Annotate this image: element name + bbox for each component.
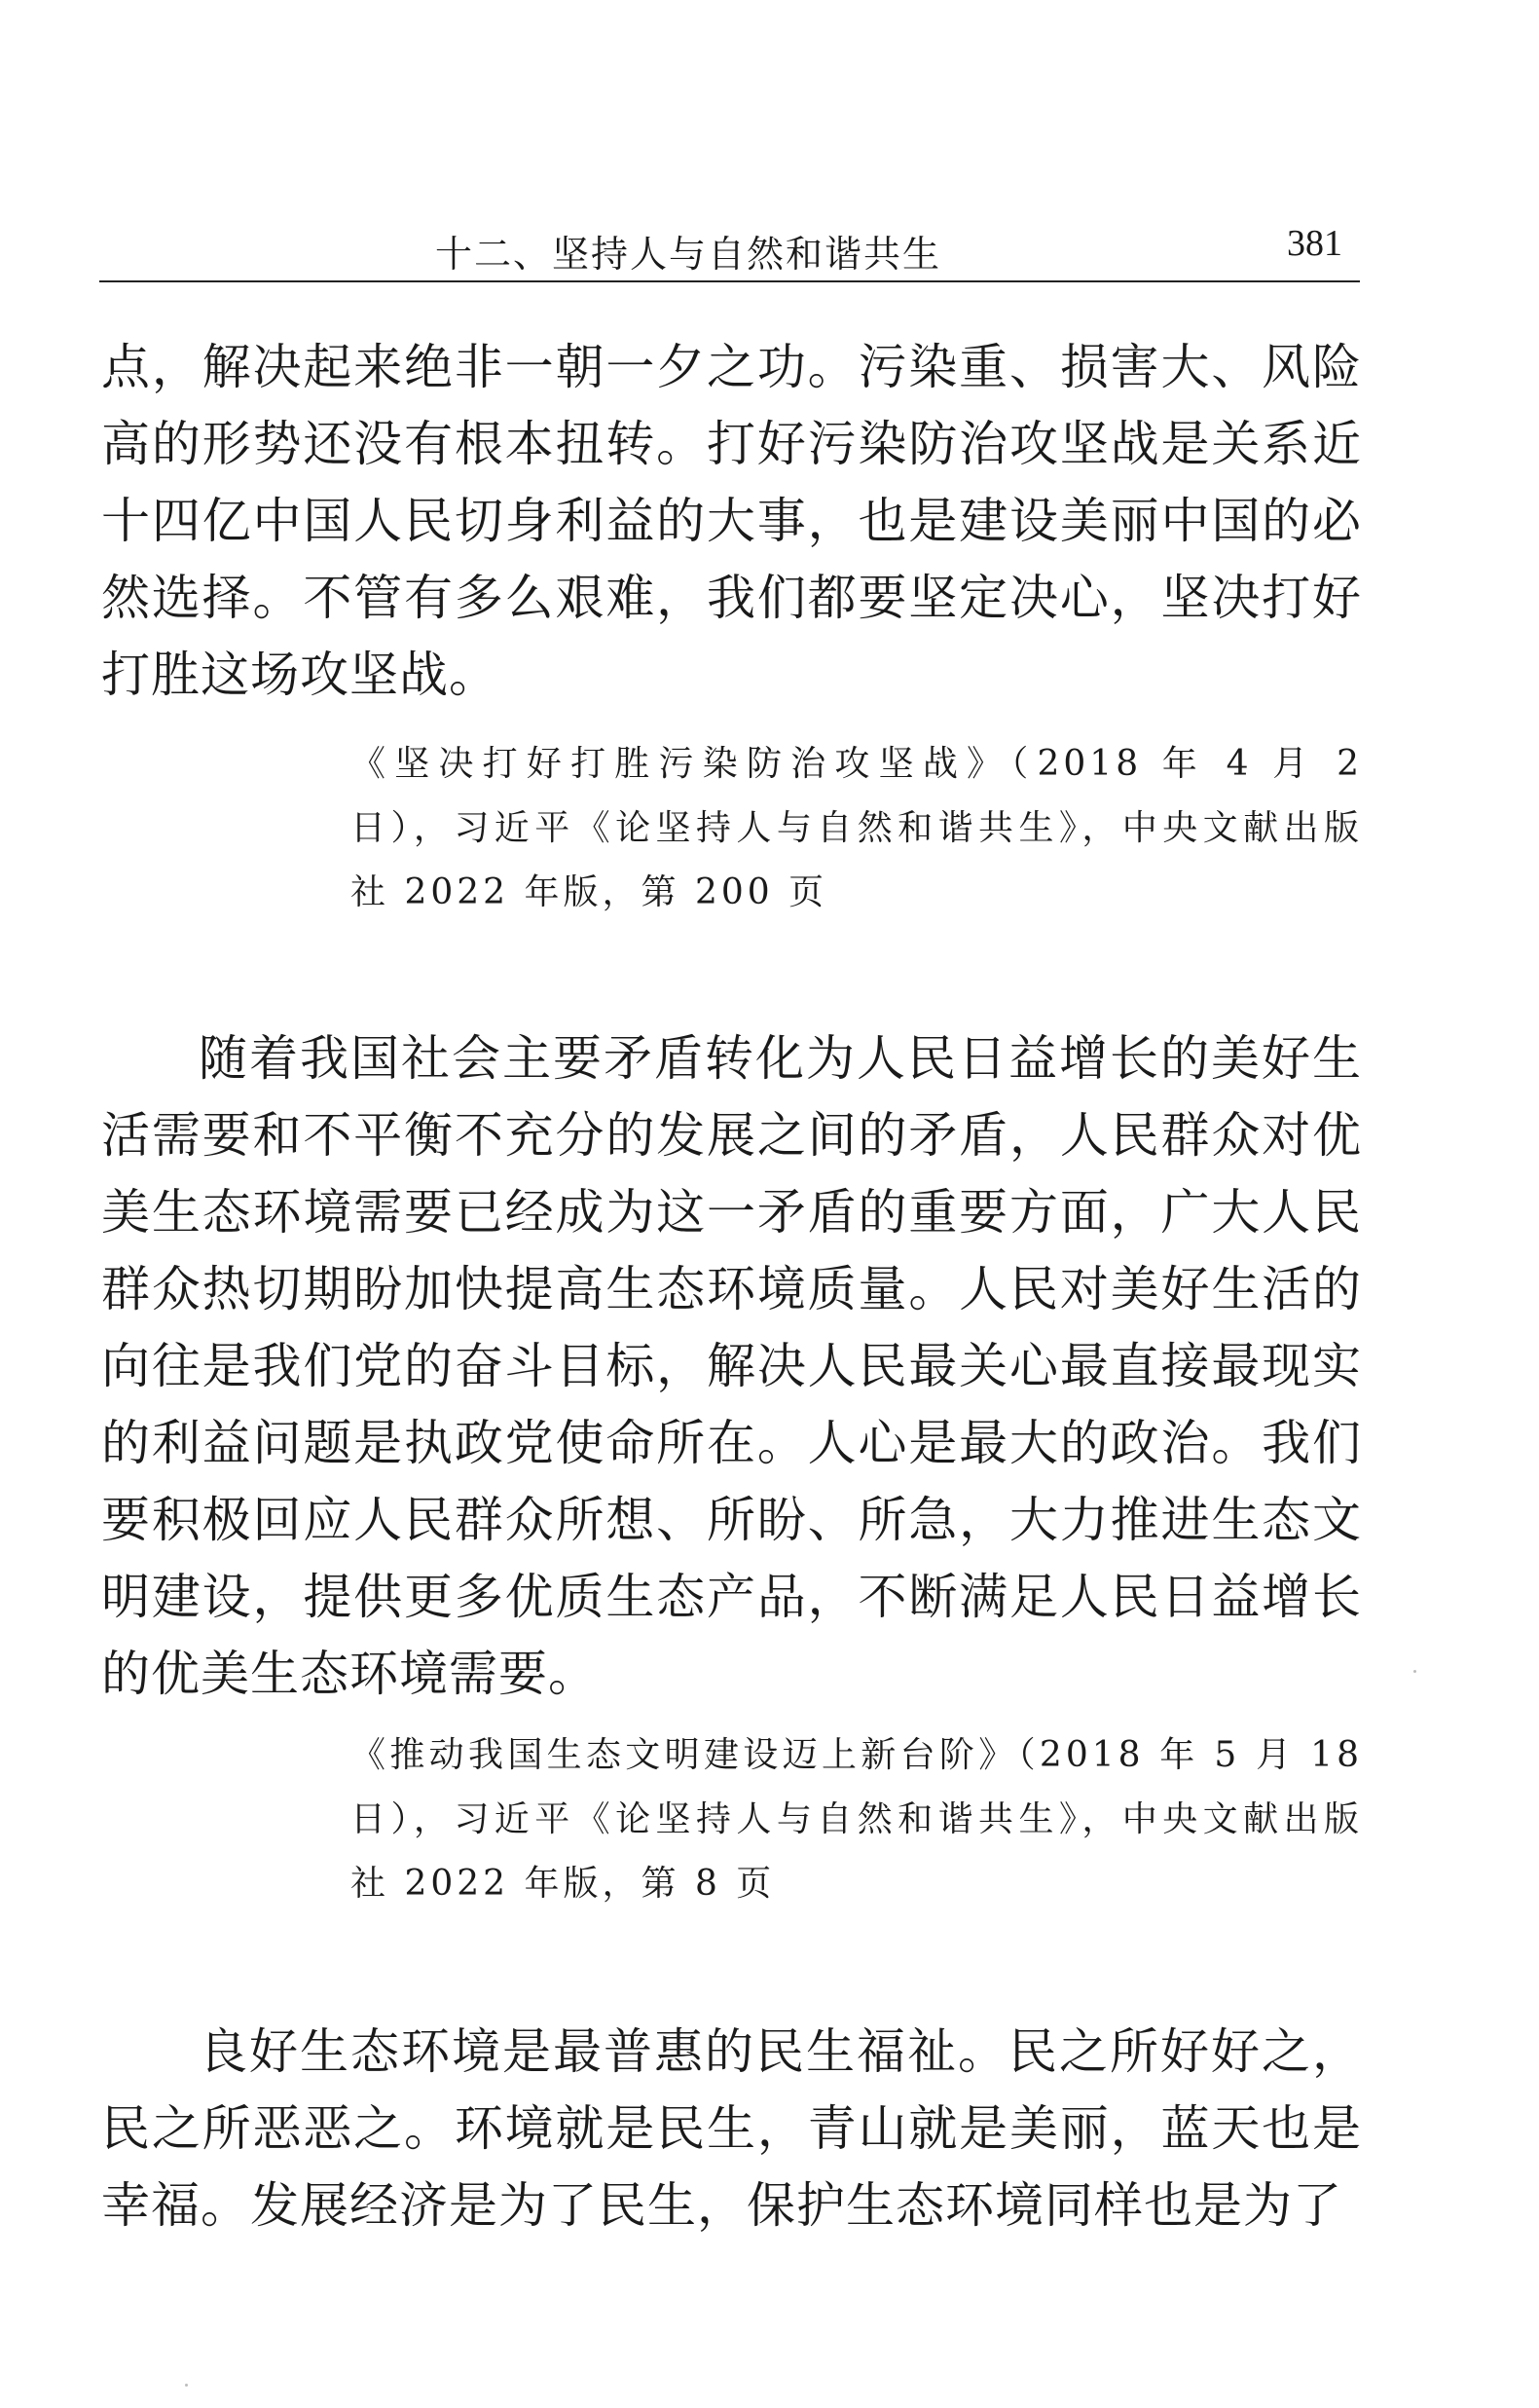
page-number: 381 <box>1287 223 1342 264</box>
paragraph-block-2 <box>101 1020 1362 1713</box>
scan-speck <box>185 2384 188 2387</box>
running-header <box>99 216 1360 278</box>
chapter-title: 十二、坚持人与自然和谐共生 <box>435 233 942 276</box>
paragraph-text: 点，解决起来绝非一朝一夕之功。污染重、损害大、风险高的形势还没有根本扭转。打好污染防治攻坚战是关系近十四亿中国人民切身利益的大事，也是建设美丽中国的必然选择。不管有多么艰难，我们都要坚定决心，坚决打好打胜这场攻坚战。 <box>101 339 1362 703</box>
paragraph-text: 良好生态环境是最普惠的民生福祉。民之所好好之，民之所恶恶之。环境就是民生，青山就是美丽，蓝天也是幸福。发展经济是为了民生，保护生态环境同样也是为了 <box>101 2023 1362 2234</box>
header-rule <box>99 280 1360 282</box>
scan-speck <box>1413 1670 1416 1673</box>
paragraph-block-3 <box>101 2014 1362 2244</box>
source-citation-2: 《推动我国生态文明建设迈上新台阶》（2018 年 5 月 18 日），习近平《论坚持人与自然和谐共生》，中央文献出版社 2022 年版，第 8 页 <box>350 1735 1378 1904</box>
paragraph-text: 随着我国社会主要矛盾转化为人民日益增长的美好生活需要和不平衡不充分的发展之间的矛盾，人民群众对优美生态环境需要已经成为这一矛盾的重要方面，广大人民群众热切期盼加快提高生态环境质量。人民对美好生活的向往是我们党的奋斗目标，解决人民最关心最直接最现实的利益问题是执政党使命所在。人心是最大的政治。我们要积极回应人民群众所想、所盼、所急，大力推进生态文明建设，提供更多优质生态产品，不断满足人民日益增长的优美生态环境需要。 <box>101 1030 1362 1702</box>
source-citation-1: 《坚决打好打胜污染防治攻坚战》（2018 年 4 月 2 日），习近平《论坚持人与自然和谐共生》，中央文献出版社 2022 年版，第 200 页 <box>350 744 1378 912</box>
paragraph-block-1 <box>101 329 1362 714</box>
